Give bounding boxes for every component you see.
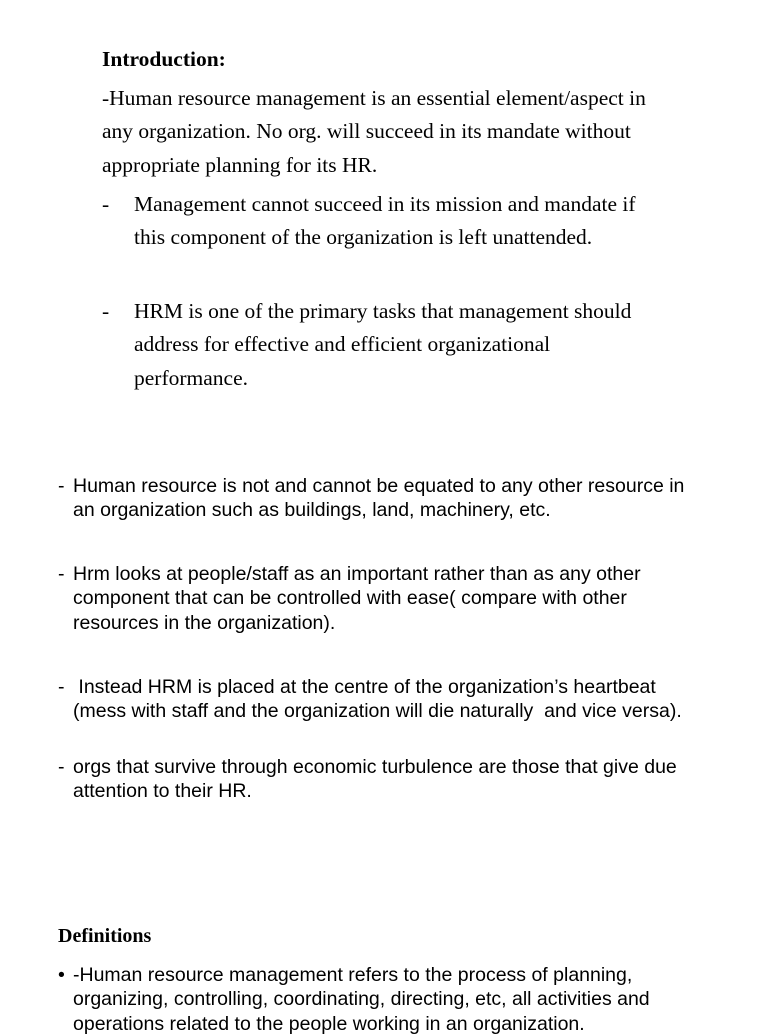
definitions-heading: Definitions	[58, 925, 152, 947]
point-item	[58, 675, 708, 724]
point-text: Hrm looks at people/staff as an important rather than as any other component that can be controlled with ease( compare with other resources in the organization).	[73, 563, 641, 634]
bullet-marker: -	[58, 563, 65, 585]
bullet-marker: -	[58, 676, 65, 698]
point-item	[58, 562, 708, 635]
bullet-marker: -	[58, 756, 65, 778]
introduction-heading: Introduction:	[102, 47, 226, 71]
point-text: Instead HRM is placed at the centre of the organization’s heartbeat (mess with staff and the organization will die naturally and vice versa).	[73, 676, 682, 723]
definition-item	[58, 963, 708, 1036]
definition-text: -Human resource management refers to the process of planning, organizing, controlling, coordinating, directing, etc, all activities and operations related to the people working in an organization.	[73, 964, 650, 1035]
bullet-text: HRM is one of the primary tasks that management should address for effective and efficient organizational performance.	[134, 299, 632, 390]
bullet-marker: •	[58, 964, 65, 986]
bullet-marker: -	[102, 192, 110, 216]
point-text: Human resource is not and cannot be equated to any other resource in an organization such as buildings, land, machinery, etc.	[73, 475, 685, 522]
introduction-bullet	[102, 188, 662, 255]
bullet-marker: -	[102, 299, 110, 323]
bullet-marker: -	[58, 475, 65, 497]
introduction-paragraph: -Human resource management is an essential element/aspect in any organization. No org. will succeed in its mandate without appropriate planning for its HR.	[102, 86, 646, 177]
point-text: orgs that survive through economic turbulence are those that give due attention to their HR.	[73, 756, 677, 803]
bullet-text: Management cannot succeed in its mission and mandate if this component of the organization is left unattended.	[134, 192, 636, 250]
introduction-bullet	[102, 295, 662, 395]
point-item	[58, 474, 708, 523]
point-item	[58, 755, 708, 804]
